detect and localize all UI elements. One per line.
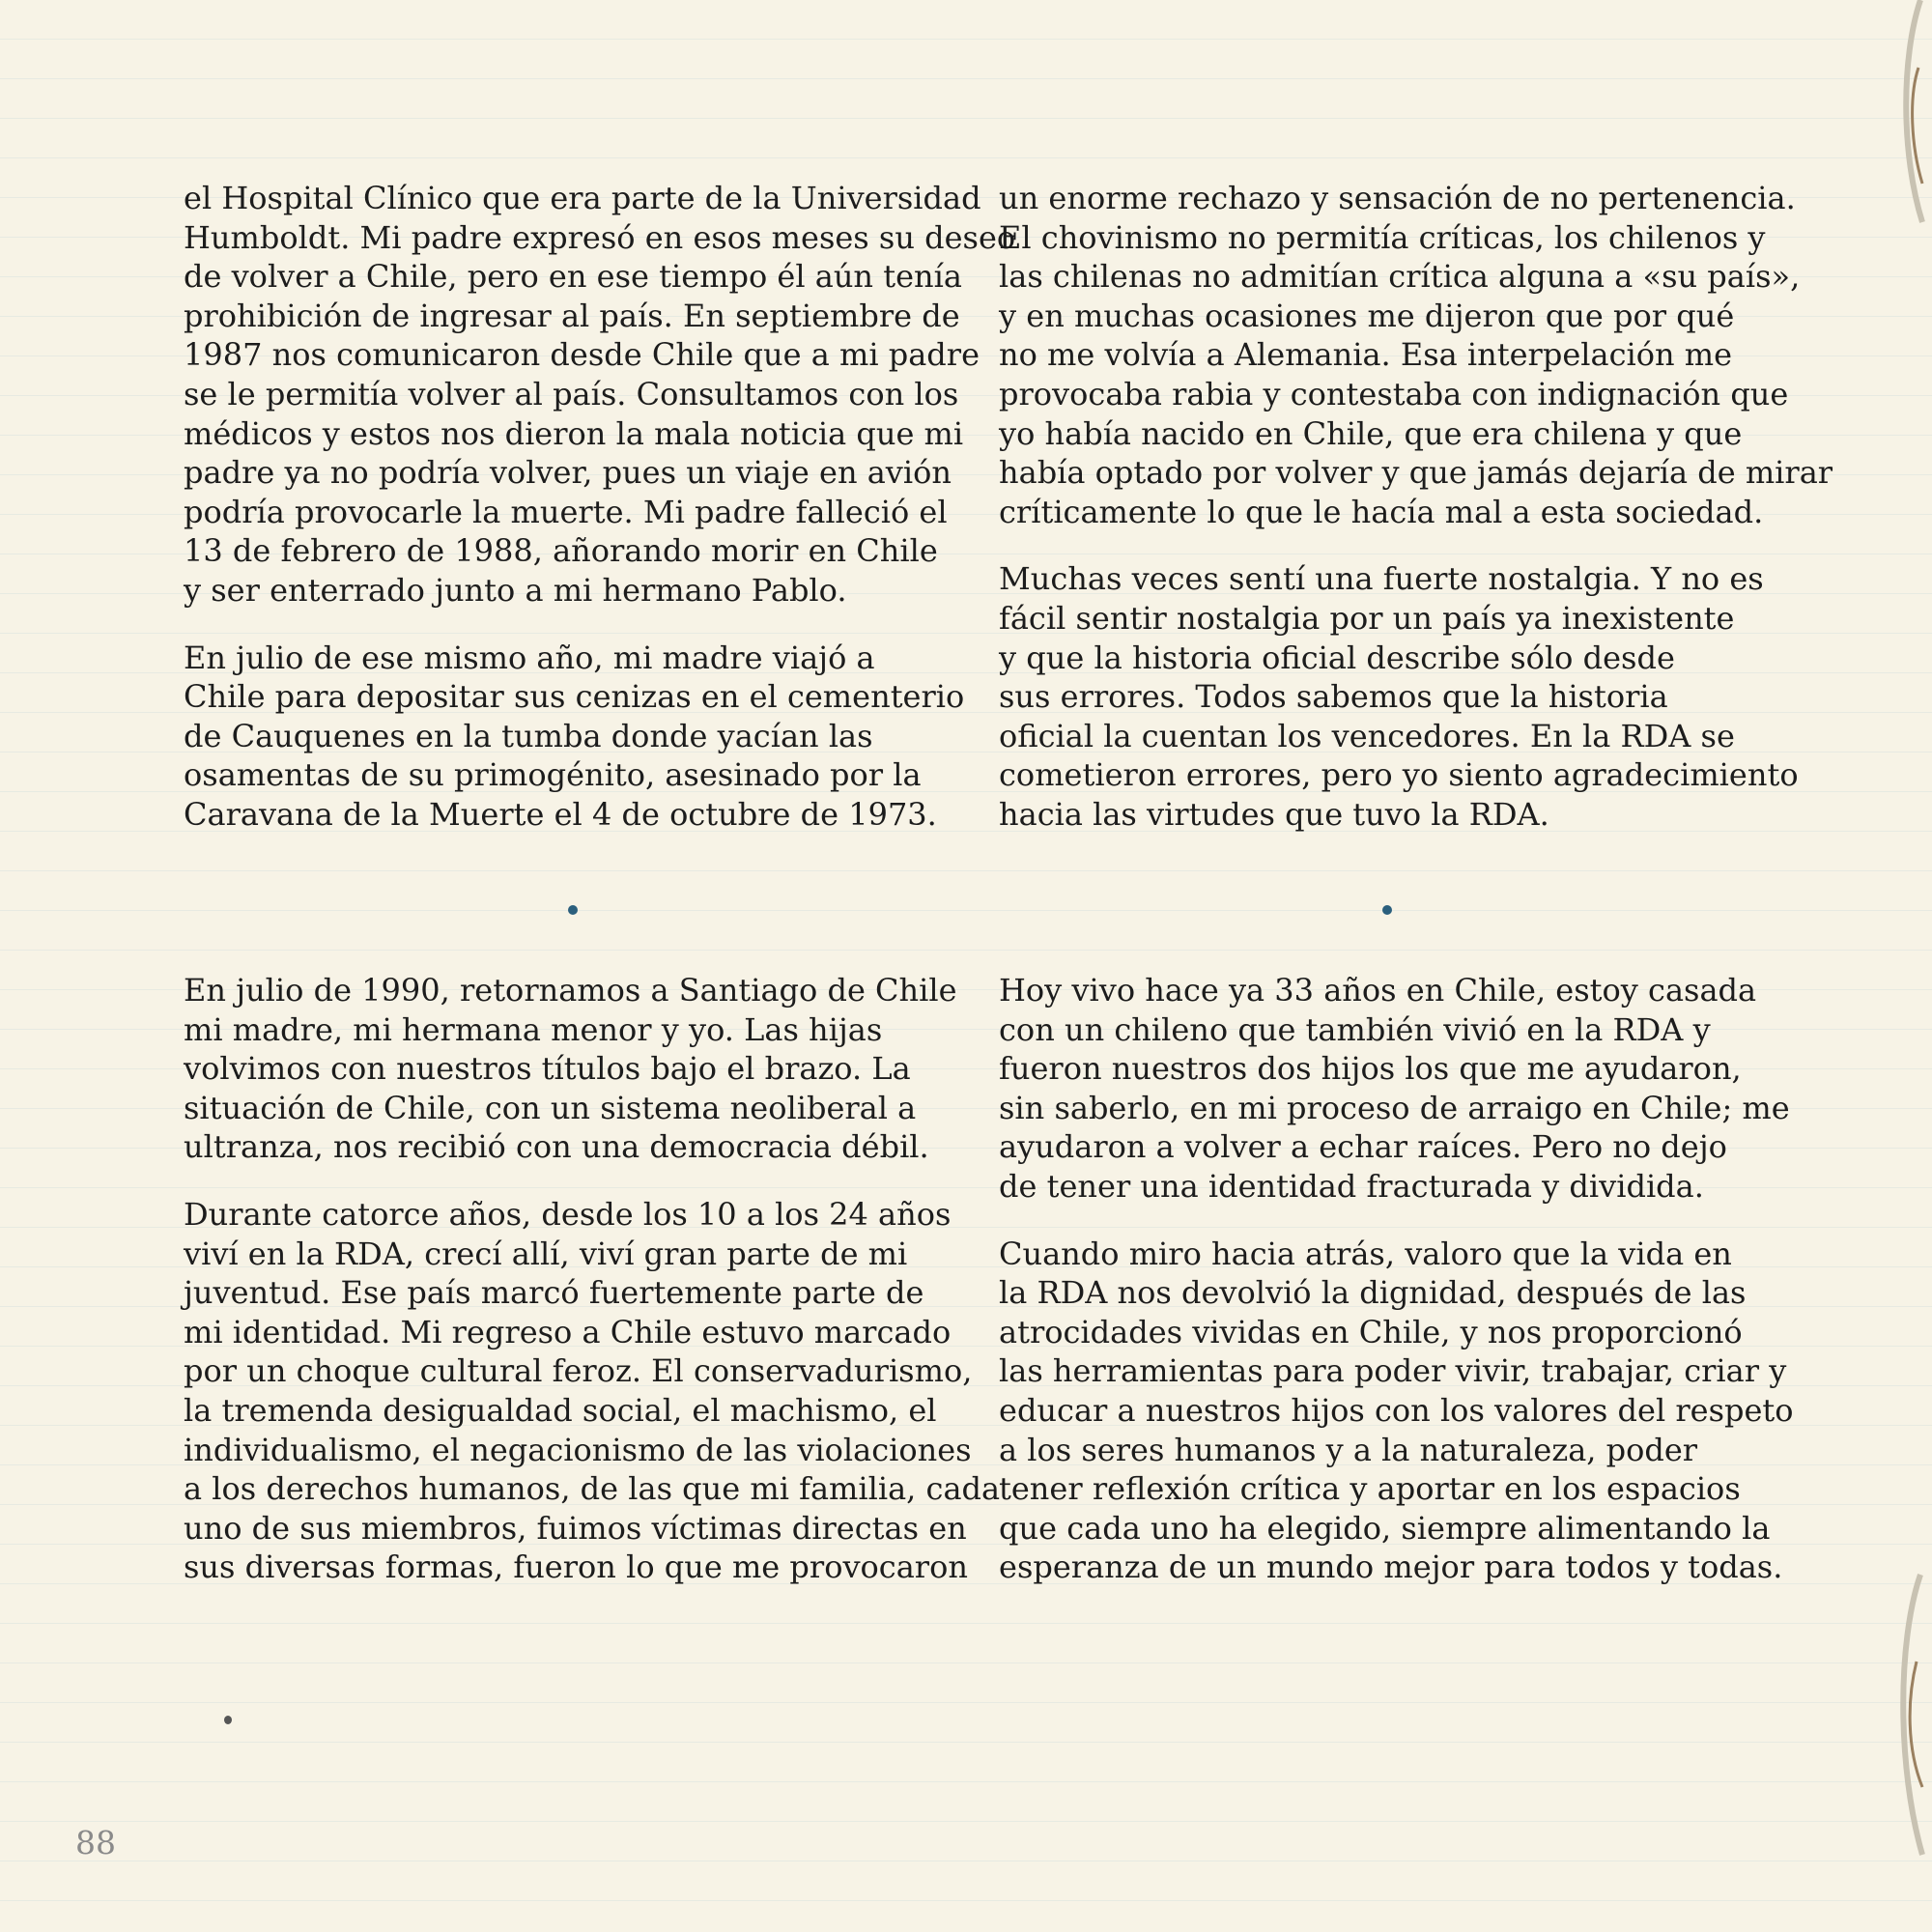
text-line: las chilenas no admitían crítica alguna a «su país», xyxy=(999,258,1801,296)
text-line: Chile para depositar sus cenizas en el cementerio xyxy=(184,678,965,716)
text-line: con un chileno que también vivió en la RDA y xyxy=(999,1010,1711,1048)
paragraph xyxy=(184,971,956,1167)
text-line: la tremenda desigualdad social, el machismo, el xyxy=(184,1391,937,1429)
text-line: y que la historia oficial describe sólo desde xyxy=(999,639,1675,676)
text-line: esperanza de un mundo mejor para todos y todas. xyxy=(999,1548,1783,1586)
text-line: 13 de febrero de 1988, añorando morir en Chile xyxy=(184,532,938,570)
text-column-top-right xyxy=(999,179,1833,863)
text-line: En julio de ese mismo año, mi madre viajó a xyxy=(184,639,875,676)
paragraph xyxy=(184,179,1016,611)
text-line: padre ya no podría volver, pues un viaje en avión xyxy=(184,454,952,492)
text-line: uno de sus miembros, fuimos víctimas directas en xyxy=(184,1509,967,1547)
text-line: sus diversas formas, fueron lo que me provocaron xyxy=(184,1548,968,1586)
text-line: por un choque cultural feroz. El conservadurismo, xyxy=(184,1352,973,1390)
text-line: fueron nuestros dos hijos los que me ayudaron, xyxy=(999,1050,1742,1088)
text-line: oficial la cuentan los vencedores. En la RDA se xyxy=(999,717,1735,754)
text-line: sin saberlo, en mi proceso de arraigo en Chile; me xyxy=(999,1089,1790,1126)
text-column-top-left xyxy=(184,179,1016,863)
text-line: el Hospital Clínico que era parte de la Universidad xyxy=(184,180,981,216)
section-separator-dot xyxy=(1382,905,1392,915)
paragraph xyxy=(184,1195,1001,1587)
text-line: médicos y estos nos dieron la mala noticia que mi xyxy=(184,414,964,452)
text-line: Hoy vivo hace ya 33 años en Chile, estoy casada xyxy=(999,972,1757,1009)
text-line: volvimos con nuestros títulos bajo el brazo. La xyxy=(184,1050,911,1088)
text-line: las herramientas para poder vivir, trabajar, criar y xyxy=(999,1352,1787,1390)
text-line: Humboldt. Mi padre expresó en esos meses su deseo xyxy=(184,218,1016,256)
text-line: provocaba rabia y contestaba con indignación que xyxy=(999,375,1789,412)
text-line: tener reflexión crítica y aportar en los espacios xyxy=(999,1470,1741,1508)
paragraph xyxy=(999,179,1833,531)
paragraph xyxy=(999,971,1790,1207)
text-line: Muchas veces sentí una fuerte nostalgia. Y no es xyxy=(999,560,1764,598)
text-line: y ser enterrado junto a mi hermano Pablo. xyxy=(184,571,847,609)
text-line: ultranza, nos recibió con una democracia débil. xyxy=(184,1128,929,1166)
text-line: a los seres humanos y a la naturaleza, poder xyxy=(999,1431,1698,1468)
text-line: ayudaron a volver a echar raíces. Pero no dejo xyxy=(999,1128,1727,1166)
text-line: a los derechos humanos, de las que mi familia, cada xyxy=(184,1470,1001,1508)
text-line: El chovinismo no permitía críticas, los chilenos y xyxy=(999,218,1766,256)
text-line: de tener una identidad fracturada y dividida. xyxy=(999,1167,1704,1205)
spiral-binding-icon xyxy=(1893,0,1932,1932)
text-line: de volver a Chile, pero en ese tiempo él aún tenía xyxy=(184,258,962,296)
text-line: críticamente lo que le hacía mal a esta sociedad. xyxy=(999,493,1764,530)
text-line: individualismo, el negacionismo de las violaciones xyxy=(184,1431,972,1468)
text-line: situación de Chile, con un sistema neoliberal a xyxy=(184,1089,917,1126)
text-line: Caravana de la Muerte el 4 de octubre de 1973. xyxy=(184,795,937,833)
paragraph xyxy=(999,559,1799,834)
text-line: de Cauquenes en la tumba donde yacían las xyxy=(184,717,873,754)
text-line: Durante catorce años, desde los 10 a los 24 años xyxy=(184,1195,952,1233)
text-line: cometieron errores, pero yo siento agradecimiento xyxy=(999,756,1799,794)
text-line: yo había nacido en Chile, que era chilena y que xyxy=(999,414,1743,452)
text-line: educar a nuestros hijos con los valores del respeto xyxy=(999,1391,1794,1429)
text-line: atrocidades vividas en Chile, y nos proporcionó xyxy=(999,1313,1743,1350)
text-line: que cada uno ha elegido, siempre alimentando la xyxy=(999,1509,1771,1547)
text-line: había optado por volver y que jamás dejaría de mirar xyxy=(999,454,1833,492)
text-line: juventud. Ese país marcó fuertemente parte de xyxy=(184,1274,924,1312)
text-line: mi madre, mi hermana menor y yo. Las hijas xyxy=(184,1010,883,1048)
ink-speck xyxy=(224,1716,232,1724)
text-column-bottom-right xyxy=(999,971,1794,1615)
text-line: no me volvía a Alemania. Esa interpelación me xyxy=(999,336,1733,374)
text-line: 1987 nos comunicaron desde Chile que a mi padre xyxy=(184,336,980,374)
text-line: y en muchas ocasiones me dijeron que por qué xyxy=(999,297,1735,334)
text-line: viví en la RDA, crecí allí, viví gran parte de mi xyxy=(184,1235,908,1272)
paragraph xyxy=(999,1235,1794,1587)
text-line: osamentas de su primogénito, asesinado por la xyxy=(184,756,922,794)
text-line: un enorme rechazo y sensación de no pertenencia. xyxy=(999,180,1796,216)
text-line: la RDA nos devolvió la dignidad, después de las xyxy=(999,1274,1747,1312)
section-separator-dot xyxy=(568,905,578,915)
text-line: prohibición de ingresar al país. En septiembre de xyxy=(184,297,960,334)
text-line: sus errores. Todos sabemos que la historia xyxy=(999,678,1668,716)
text-line: En julio de 1990, retornamos a Santiago de Chile xyxy=(184,972,957,1009)
paragraph xyxy=(184,639,965,835)
text-line: podría provocarle la muerte. Mi padre falleció el xyxy=(184,493,948,530)
page-number: 88 xyxy=(75,1824,116,1861)
text-line: fácil sentir nostalgia por un país ya inexistente xyxy=(999,599,1735,637)
text-line: Cuando miro hacia atrás, valoro que la vida en xyxy=(999,1235,1732,1272)
text-line: mi identidad. Mi regreso a Chile estuvo marcado xyxy=(184,1313,952,1350)
text-line: se le permitía volver al país. Consultamos con los xyxy=(184,375,959,412)
text-line: hacia las virtudes que tuvo la RDA. xyxy=(999,795,1549,833)
text-column-bottom-left xyxy=(184,971,1001,1615)
